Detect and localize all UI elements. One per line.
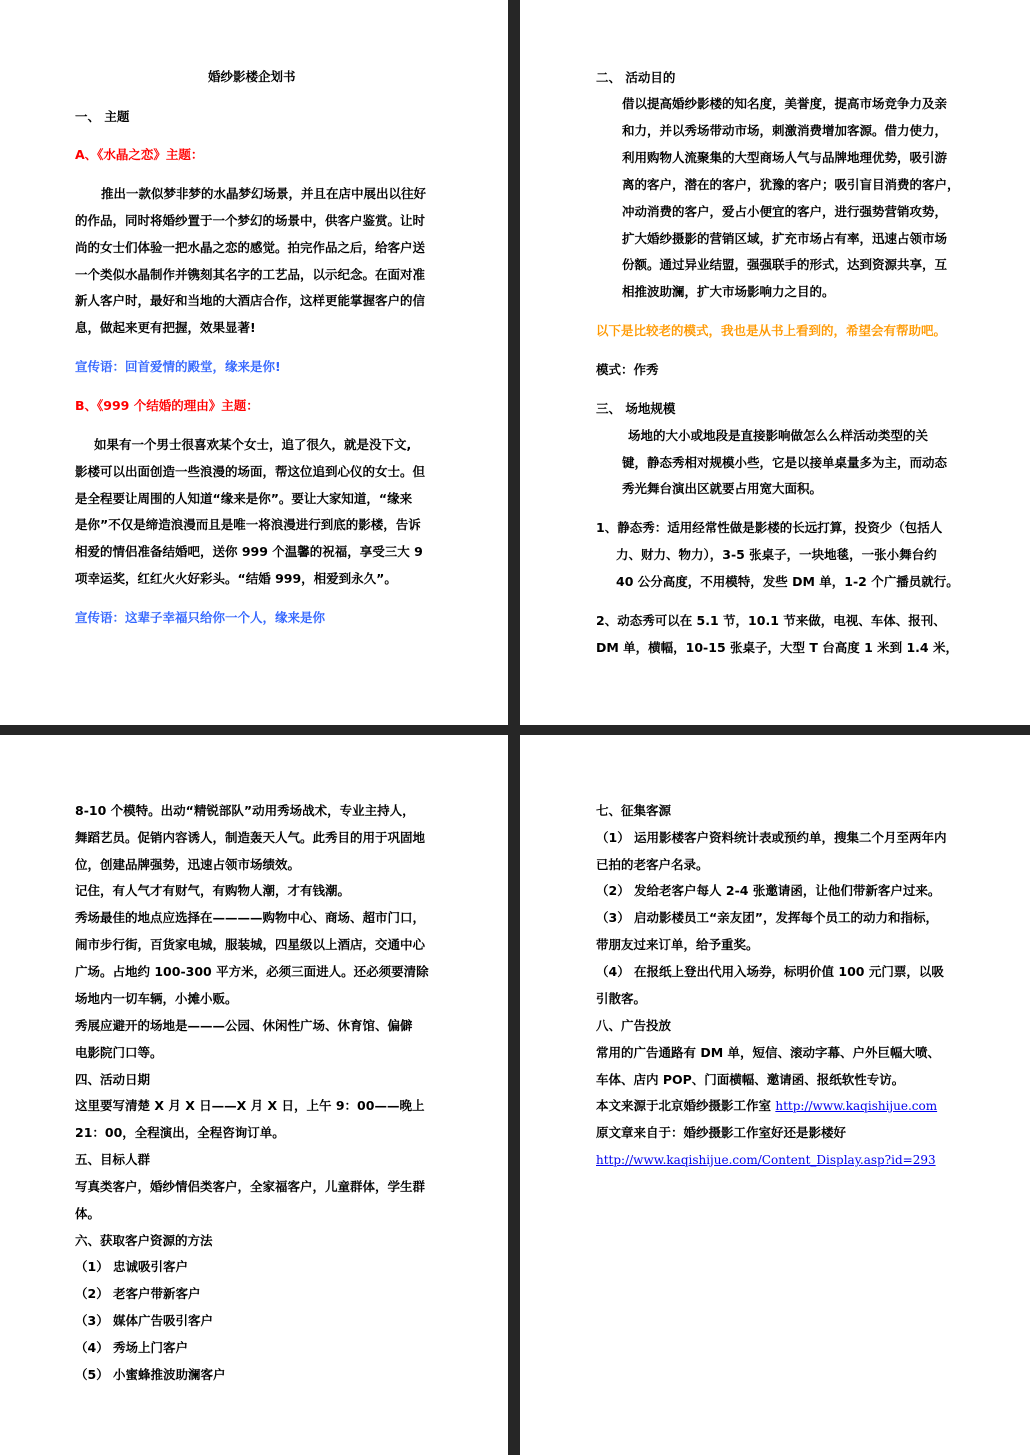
paragraph-line: 是你”不仅是缔造浪漫而且是唯一将浪漫进行到底的影楼，告诉	[75, 517, 421, 532]
source-label: 本文来源于北京婚纱摄影工作室	[596, 1098, 776, 1113]
paragraph-line: 这里要写清楚 X 月 X 日——X 月 X 日，上午 9：00——晚上	[75, 1098, 425, 1113]
paragraph-line: 带朋友过来订单，给予重奖。	[596, 937, 759, 952]
document-page-3	[0, 735, 508, 1455]
paragraph-line: 利用购物人流聚集的大型商场人气与品牌地理优势，吸引游	[622, 150, 948, 165]
paragraph-line: 秀场最佳的地点应选择在————购物中心、商场、超市门口，	[75, 910, 426, 925]
section-heading-ads: 八、广告投放	[596, 1018, 672, 1033]
list-item: （5） 小蜜蜂推波助澜客户	[75, 1367, 226, 1382]
slogan-1: 宣传语：回首爱情的殿堂，缘来是你!	[75, 359, 281, 374]
origin-link[interactable]: http://www.kaqishijue.com/Content_Display.asp?id=293	[596, 1153, 936, 1167]
paragraph-line: 40 公分高度，不用模特，发些 DM 单，1-2 个广播员就行。	[616, 574, 959, 589]
paragraph-line: 闹市步行街，百货家电城，服装城，四星级以上酒店，交通中心	[75, 937, 426, 952]
section-heading-sources: 七、征集客源	[596, 803, 672, 818]
paragraph-line: 离的客户，潜在的客户，犹豫的客户；吸引盲目消费的客户，	[622, 177, 960, 192]
theme-a-heading: A、《水晶之恋》主题：	[75, 147, 204, 162]
paragraph-line: （2） 发给老客户每人 2-4 张邀请函，让他们带新客户过来。	[596, 883, 941, 898]
paragraph-line: 键，静态秀相对规模小些，它是以接单桌量多为主，而动态	[622, 455, 948, 470]
paragraph-line: 影楼可以出面创造一些浪漫的场面，帮这位追到心仪的女士。但	[75, 464, 426, 479]
paragraph-line: 广场。占地约 100-300 平方米，必须三面进人。还必须要清除	[75, 964, 429, 979]
origin-label: 原文章来自于：婚纱摄影工作室好还是影楼好	[596, 1125, 847, 1140]
paragraph-line: 位，创建品牌强势，迅速占领市场绩效。	[75, 857, 301, 872]
paragraph-line: （4） 在报纸上登出代用入场券，标明价值 100 元门票，以吸	[596, 964, 944, 979]
document-page-4	[520, 735, 1030, 1455]
paragraph-line: （3） 启动影楼员工“亲友团”，发挥每个员工的动力和指标，	[596, 910, 938, 925]
document-page-2	[520, 0, 1030, 725]
paragraph-line: DM 单，横幅，10-15 张桌子，大型 T 台高度 1 米到 1.4 米，	[596, 640, 958, 655]
paragraph-line: 2、动态秀可以在 5.1 节，10.1 节来做，电视、车体、报刊、	[596, 613, 946, 628]
paragraph-line: 一个类似水晶制作并镌刻其名字的工艺品，以示纪念。在面对准	[75, 267, 426, 282]
paragraph-line: 的作品，同时将婚纱置于一个梦幻的场景中，供客户鉴赏。让时	[75, 213, 426, 228]
list-item: （3） 媒体广告吸引客户	[75, 1313, 214, 1328]
paragraph-line: 新人客户时，最好和当地的大酒店合作，这样更能掌握客户的信	[75, 293, 426, 308]
paragraph-line: 1、静态秀：适用经常性做是影楼的长远打算，投资少（包括人	[596, 520, 943, 535]
paragraph-line: 是全程要让周围的人知道“缘来是你”。要让大家知道，“缘来	[75, 491, 413, 506]
paragraph-line: 借以提高婚纱影楼的知名度，美誉度，提高市场竞争力及亲	[622, 96, 948, 111]
paragraph-line: 秀展应避开的场地是———公园、休闲性广场、休育馆、偏僻	[75, 1018, 413, 1033]
section-heading-target: 五、目标人群	[75, 1152, 151, 1167]
paragraph-line: 项幸运奖，红红火火好彩头。“结婚 999，相爱到永久”。	[75, 571, 397, 586]
paragraph-line: 记住，有人气才有财气，有购物人潮，才有钱潮。	[75, 883, 351, 898]
paragraph-line: 力、财力、物力），3-5 张桌子，一块地毯，一张小舞台约	[616, 547, 937, 562]
paragraph-line: 场地的大小或地段是直接影响做怎么么样活动类型的关	[628, 428, 929, 443]
paragraph-line: 已拍的老客户名录。	[596, 857, 709, 872]
paragraph-line: 电影院门口等。	[75, 1045, 163, 1060]
theme-b-heading: B、《999 个结婚的理由》主题：	[75, 398, 259, 413]
paragraph-line: 秀光舞台演出区就要占用宽大面积。	[622, 481, 823, 496]
document-page-1	[0, 0, 508, 725]
source-link[interactable]: http://www.kaqishijue.com	[775, 1099, 938, 1113]
paragraph-line: （1） 运用影楼客户资料统计表或预约单，搜集二个月至两年内	[596, 830, 947, 845]
paragraph-line: 份额。通过异业结盟，强强联手的形式，达到资源共享，互	[622, 257, 948, 272]
paragraph-line: 扩大婚纱摄影的营销区域，扩充市场占有率，迅速占领市场	[622, 231, 948, 246]
list-item: （1） 忠诚吸引客户	[75, 1259, 189, 1274]
paragraph-line: 舞蹈艺员。促销内容诱人，制造轰天人气。此秀目的用于巩固地	[75, 830, 426, 845]
section-heading-purpose: 二、 活动目的	[596, 70, 676, 85]
paragraph-line: 常用的广告通路有 DM 单，短信、滚动字幕、户外巨幅大喷、	[596, 1045, 941, 1060]
paragraph-line: 写真类客户，婚纱情侣类客户，全家福客户，儿童群体，学生群	[75, 1179, 426, 1194]
list-item: （2） 老客户带新客户	[75, 1286, 201, 1301]
source-line	[596, 1098, 937, 1114]
section-heading-venue: 三、 场地规模	[596, 401, 676, 416]
list-item: （4） 秀场上门客户	[75, 1340, 189, 1355]
mode-line: 模式：作秀	[596, 362, 659, 377]
paragraph-line: 21：00，全程演出，全程咨询订单。	[75, 1125, 285, 1140]
paragraph-line: 体。	[75, 1206, 101, 1221]
paragraph-line: 相爱的情侣准备结婚吧，送你 999 个温馨的祝福，享受三大 9	[75, 544, 423, 559]
section-heading-methods: 六、获取客户资源的方法	[75, 1233, 213, 1248]
paragraph-line: 如果有一个男士很喜欢某个女士，追了很久，就是没下文,	[94, 437, 412, 452]
paragraph-line: 场地内一切车辆，小摊小贩。	[75, 991, 238, 1006]
paragraph-line: 8-10 个模特。出动“精锐部队”动用秀场战术，专业主持人，	[75, 803, 415, 818]
page-title: 婚纱影楼企划书	[208, 69, 296, 84]
paragraph-line: 相推波助澜，扩大市场影响力之目的。	[622, 284, 835, 299]
section-heading-date: 四、活动日期	[75, 1072, 151, 1087]
note-line: 以下是比较老的模式，我也是从书上看到的，希望会有帮助吧。	[596, 323, 947, 338]
paragraph-line: 车体、店内 POP、门面横幅、邀请函、报纸软性专访。	[596, 1072, 905, 1087]
section-heading-theme: 一、 主题	[75, 109, 130, 124]
paragraph-line: 推出一款似梦非梦的水晶梦幻场景，并且在店中展出以往好	[101, 186, 427, 201]
slogan-2: 宣传语：这辈子幸福只给你一个人，缘来是你	[75, 610, 326, 625]
paragraph-line: 尚的女士们体验一把水晶之恋的感觉。拍完作品之后，给客户送	[75, 240, 426, 255]
paragraph-line: 冲动消费的客户，爱占小便宜的客户，进行强势营销攻势，	[622, 204, 948, 219]
paragraph-line: 引散客。	[596, 991, 647, 1006]
paragraph-line: 和力，并以秀场带动市场，刺激消费增加客源。借力使力，	[622, 123, 948, 138]
paragraph-line: 息，做起来更有把握，效果显著!	[75, 320, 256, 335]
